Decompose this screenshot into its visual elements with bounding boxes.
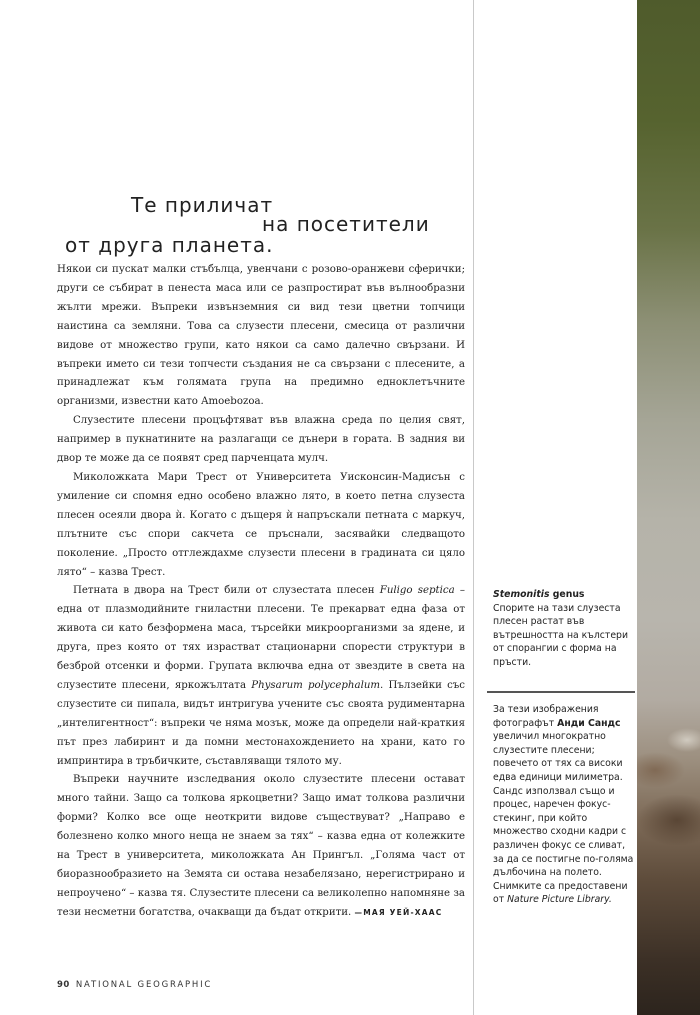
paragraph-5-text: Въпреки научните изследвания около слузестите плесени остават много тайни. Защо са толкова яркоцветни? Защо имат толкова различни форми? Колко все още неоткрити видове съществуват? „Направо е болезнено колко много неща не знаем за тях“ – казва една от колежките на Трест в университета, миколожката Ан Прингъл. „Голяма част от биоразнообразието на Земята си остава незабелязано, нерегистрирано и непроучено“ – казва тя. Слузестите плесени са великолепно напомняне за тези несметни богатства, очакващи да бъдат открити. xyxy=(57,774,465,918)
paragraph-5 xyxy=(57,771,465,922)
magazine-name: NATIONAL GEOGRAPHIC xyxy=(75,980,213,990)
paragraph-4 xyxy=(57,582,465,771)
caption-text: Спорите на тази слузеста плесен растат във вътрешността на кълстери от спорангии с форма на пръсти. xyxy=(493,602,629,668)
caption-genus-word: genus xyxy=(549,589,585,600)
paragraph-3: Миколожката Мари Трест от Университета Уисконсин-Мадисън с умиление си спомня едно особено влажно лято, в което петна слузеста плесен осеяли двора ѝ. Когато с дъщеря ѝ напръскали петната с маркуч, плътните със спори сакчета се пръснали, засявайки следващото поколение. „Просто отглеждахме слузести плесени в градината си цяло лято“ – казва Трест. xyxy=(57,471,465,578)
headline-line-3: от друга планета. xyxy=(65,233,274,257)
paragraph-4-part-c: Пълзейки със слузестите си пипала, видът интригува учените със своята рудиментарна „интелигентност“: въпреки че няма мозък, може да определи най-краткия път през лабиринт и да помни местонахождението на храни, като го импринтира в тръбичките, съставляващи тялото му. xyxy=(57,679,465,767)
caption-title xyxy=(493,588,633,602)
caption-divider xyxy=(487,691,635,693)
author-signature: —МАЯ УЕЙ-ХААС xyxy=(354,907,443,917)
species-name-fuligo: Fuligo septica xyxy=(379,585,455,597)
species-name-physarum: Physarum polycephalum. xyxy=(251,679,384,691)
note-text-a: За тези изображения фотографът xyxy=(493,704,599,729)
photographer-name: Анди Сандс xyxy=(557,717,621,729)
photo-credit: Nature Picture Library. xyxy=(507,894,612,906)
note-text-b: увеличил многократно слузестите плесени; повечето от тях са високи едва единици милиметра. Сандс използвал също и процес, наречен фокус-стекинг, при който множество сходни кадри с различен фокус се сливат, за да се постигне по-голяма дълбочина на полето. Снимките са предоставени от xyxy=(493,731,634,906)
photo-caption xyxy=(493,588,633,670)
page-number: 90 xyxy=(57,980,70,990)
photographer-note xyxy=(493,703,635,907)
paragraph-1: Някои си пускат малки стъбълца, увенчани с розово-оранжеви сферички; други се събират в пенеста маса или се разпростират във вълнообразни жълти мрежи. Въпреки извънземния си вид тези цветни топчици наистина са земляни. Това са слузести плесени, смесица от различни видове от множество групи, като някои са само далечно свързани. И въпреки името си тези топчести създания не са свързани с плесените, а принадлежат към голямата група на предимно едноклетъчните организми, известни като Amoebozoa. xyxy=(57,264,465,408)
page-footer xyxy=(57,980,212,990)
paragraph-2: Слузестите плесени процъфтяват във влажна среда по целия свят, например в пукнатините на разлагащи се дънери в гората. В задния ви двор те може да се появят сред парченцата мулч. xyxy=(57,415,465,465)
headline-line-2: на посетители xyxy=(262,212,430,236)
paragraph-4-part-a: Петната в двора на Трест били от слузестата плесен xyxy=(73,585,380,597)
caption-genus-italic: Stemonitis xyxy=(493,589,550,600)
headline-line-1: Те приличат xyxy=(131,193,274,217)
paragraph-4-part-b: – една от плазмодийните гниластни плесени. Те прекарват една фаза от живота си като безформена маса, търсейки микроорганизми за ядене, и друга, през която от тях израстват стационарни спорести структури в безброй отсенки и форми. Групата включва една от звездите в света на слузестите плесени, яркожълтата xyxy=(57,585,465,691)
column-divider xyxy=(473,0,474,1015)
article-body xyxy=(57,261,465,923)
slime-mold-photo-strip xyxy=(637,0,700,1015)
